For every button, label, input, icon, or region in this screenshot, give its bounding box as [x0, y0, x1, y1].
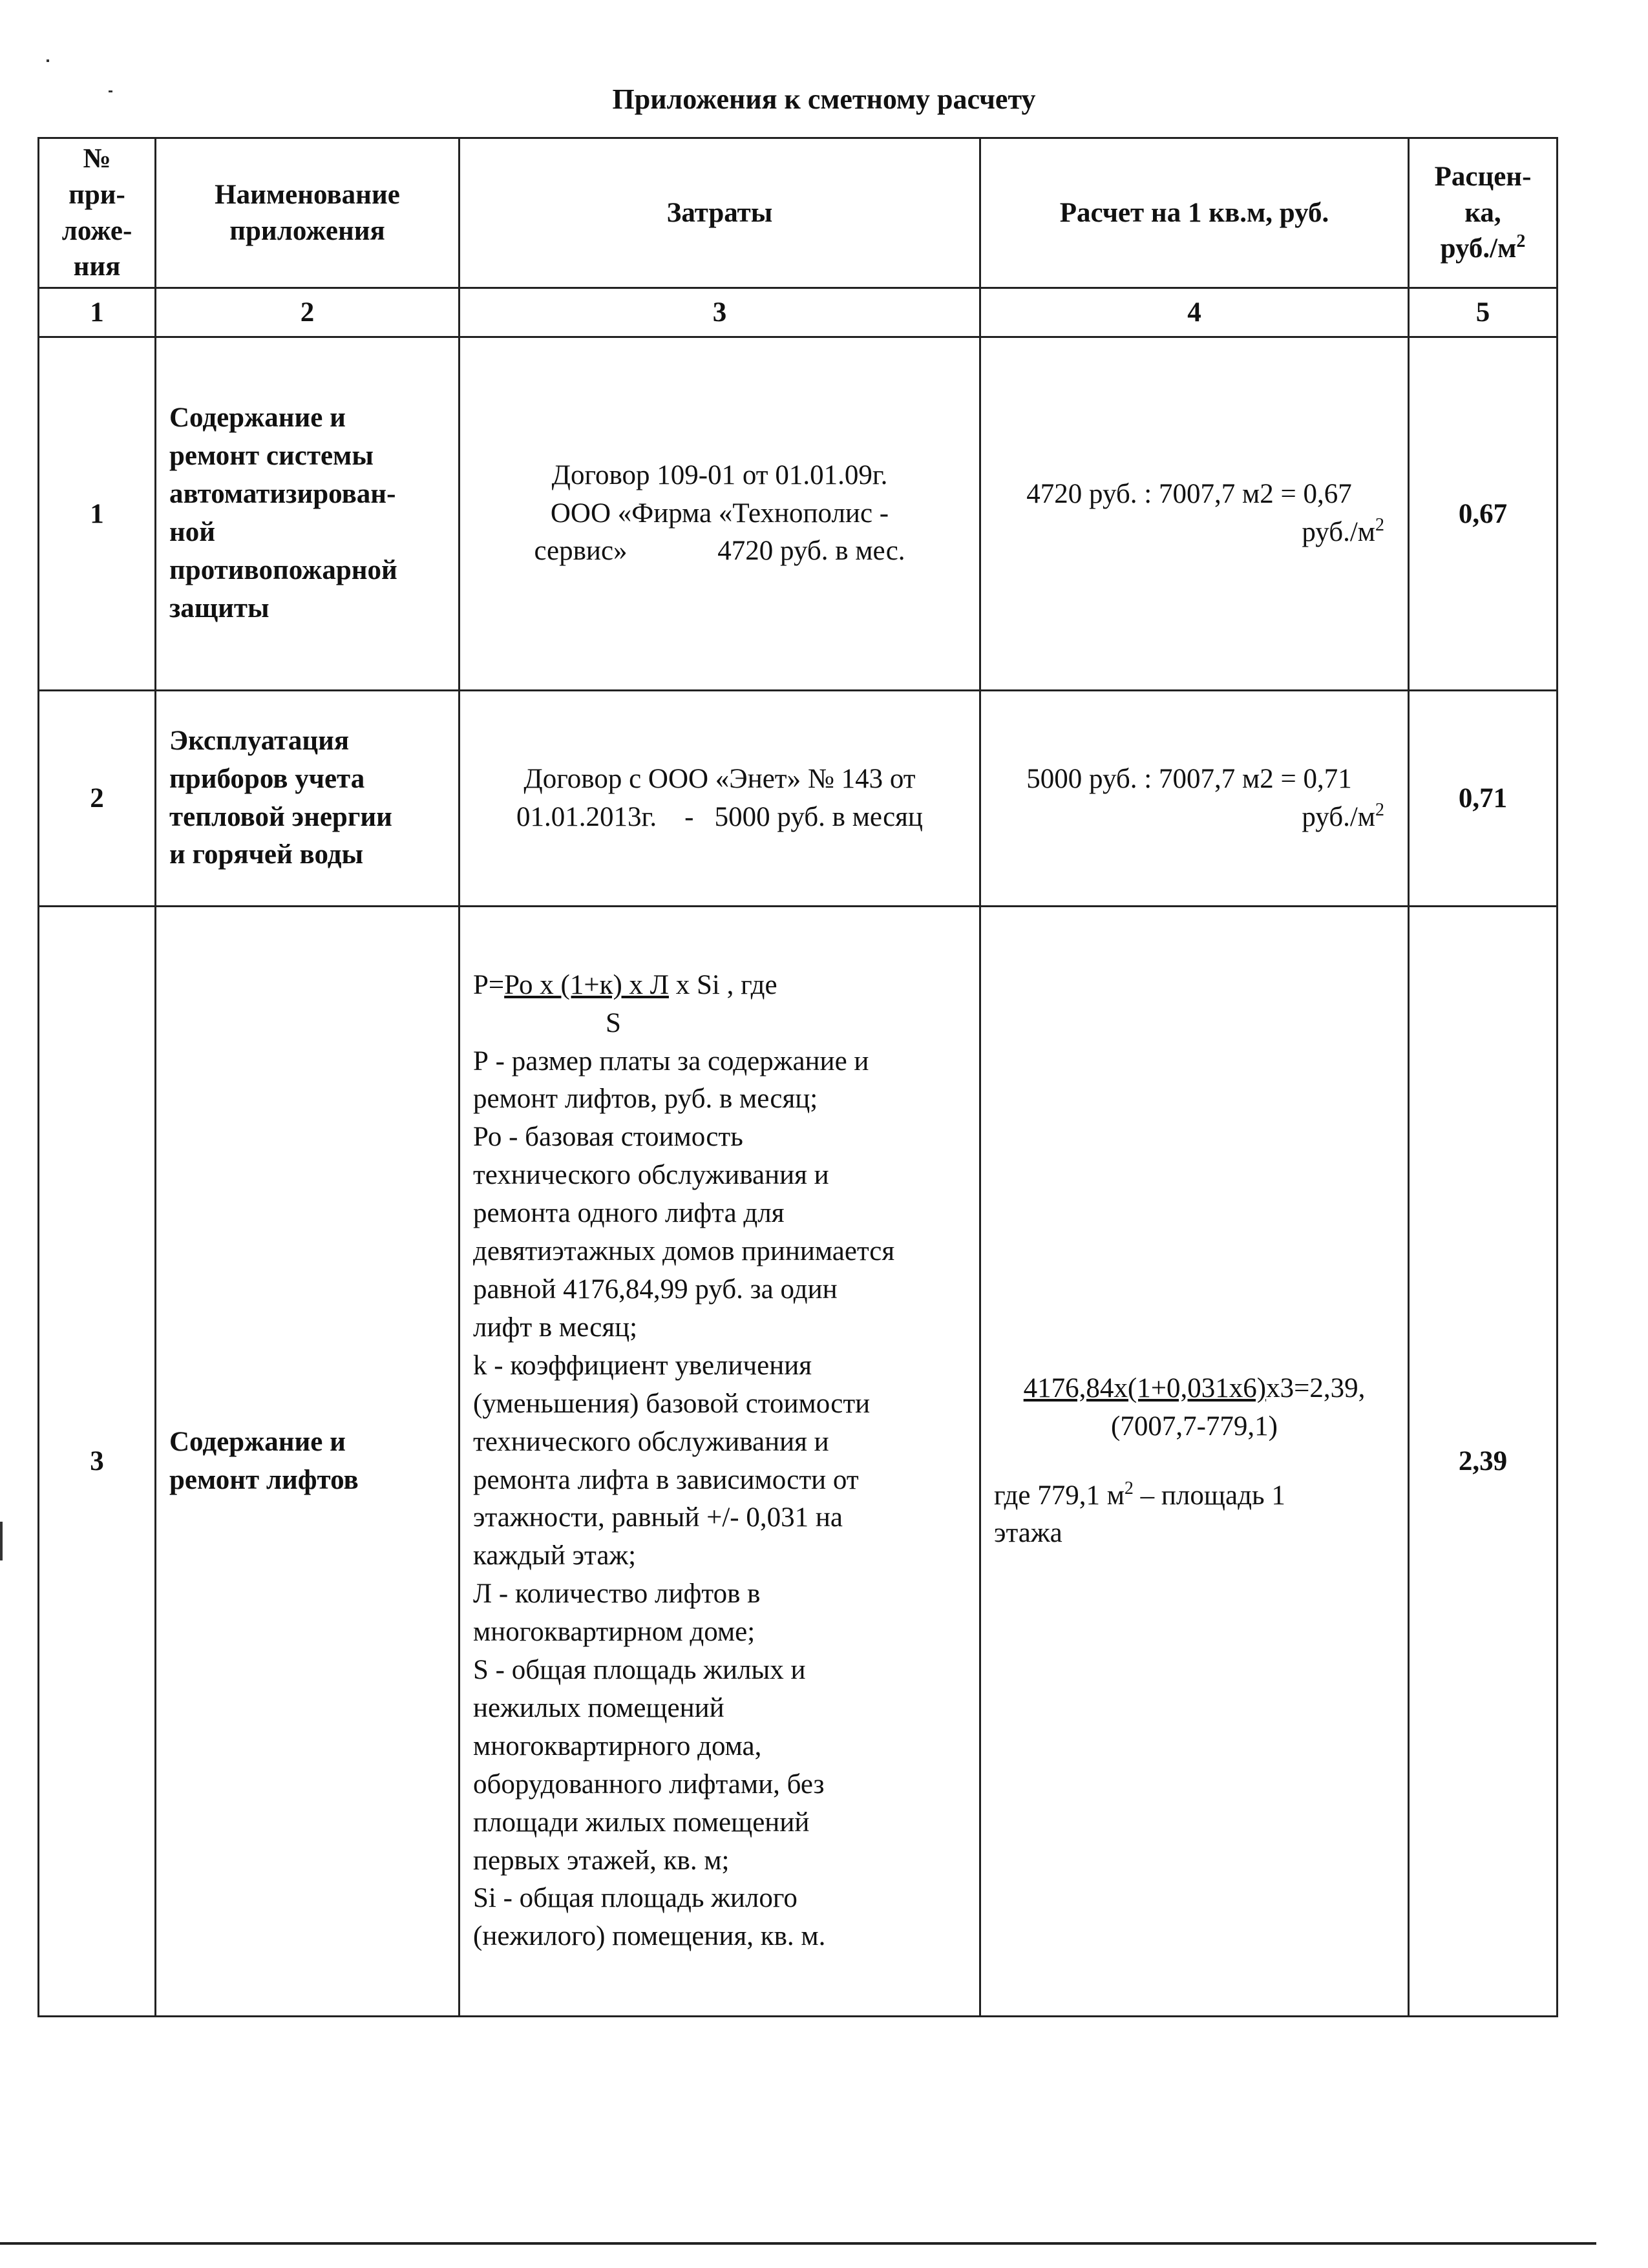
formula-definition: ремонт лифтов, руб. в месяц;: [473, 1084, 818, 1115]
appendix-name: Содержание и ремонт системы автоматизирован- ной противопожарной защиты: [156, 337, 460, 691]
formula-definition: многоквартирном доме;: [473, 1617, 755, 1648]
formula-definition: технического обслуживания и: [473, 1160, 829, 1191]
row-number: 2: [39, 691, 156, 907]
formula-definition: многоквартирного дома,: [473, 1730, 762, 1761]
column-number: 3: [460, 288, 980, 337]
formula-definition: (нежилого) помещения, кв. м.: [473, 1921, 826, 1952]
scan-speck: [0, 1522, 3, 1560]
formula-definition: Si - общая площадь жилого: [473, 1883, 798, 1914]
row-number: 1: [39, 337, 156, 691]
formula-expression: P=Ро х (1+к) х Л х Si , где: [473, 969, 777, 1000]
formula-definition: k - коэффициент увеличения: [473, 1350, 812, 1381]
scan-speck: [47, 59, 49, 62]
scan-speck: [109, 90, 112, 92]
cost-description: Договор с ООО «Энет» № 143 от 01.01.2013г. - 5000 руб. в месяц: [460, 691, 980, 907]
formula-definition: ремонта лифта в зависимости от: [473, 1464, 859, 1495]
appendix-name: Содержание и ремонт лифтов: [156, 907, 460, 2017]
header-costs: Затраты: [460, 138, 980, 288]
formula-definition: S - общая площадь жилых и: [473, 1655, 806, 1686]
formula-definition: Л - количество лифтов в: [473, 1579, 761, 1610]
scan-bottom-edge: [0, 2242, 1596, 2245]
floor-area-note: где 779,1 $м^2$ – площадь 1: [994, 1478, 1285, 1511]
table-row: [39, 907, 1558, 2017]
cost-description: Договор 109-01 от 01.01.09г. ООО «Фирма «Технополис - сервис» 4720 руб. в мес.: [460, 337, 980, 691]
formula-definition: девятиэтажных домов принимается: [473, 1236, 895, 1267]
appendix-name: Эксплуатация приборов учета тепловой энергии и горячей воды: [156, 691, 460, 907]
rate-value: 0,67: [1409, 337, 1558, 691]
formula-definition: нежилых помещений: [473, 1692, 724, 1723]
column-number-row: [39, 288, 1558, 337]
formula-definition: равной 4176,84,99 руб. за один: [473, 1274, 838, 1305]
row-number: 3: [39, 907, 156, 2017]
formula-definition: лифт в месяц;: [473, 1312, 638, 1343]
formula-definition: Ро - базовая стоимость: [473, 1122, 743, 1153]
formula-definition: первых этажей, кв. м;: [473, 1845, 730, 1876]
header-calculation: Расчет на 1 кв.м, руб.: [980, 138, 1409, 288]
formula-definition: этажности, равный +/- 0,031 на: [473, 1502, 843, 1533]
column-number: 1: [39, 288, 156, 337]
formula-denominator: S: [606, 1007, 621, 1038]
per-sqm-calculation: 5000 руб. : 7007,7 м2 = 0,71 $руб./м^2$: [980, 691, 1409, 907]
header-rate: Расцен- ка, $руб./м^2$: [1409, 138, 1558, 288]
table-row: [39, 691, 1558, 907]
per-sqm-calculation: 4720 руб. : 7007,7 м2 = 0,67 $руб./м^2$: [980, 337, 1409, 691]
column-number: 4: [980, 288, 1409, 337]
per-sqm-calculation: 4176,84х(1+0,031х6)х3=2,39, (7007,7-779,1) где 779,1 $м^2$ – площадь 1 этажа: [980, 907, 1409, 2017]
estimate-appendix-table: [37, 137, 1558, 2017]
formula-definition: ремонта одного лифта для: [473, 1198, 785, 1229]
column-number: 2: [156, 288, 460, 337]
formula-definition: технического обслуживания и: [473, 1426, 829, 1457]
table-header-row: [39, 138, 1558, 288]
header-appendix-name: Наименование приложения: [156, 138, 460, 288]
header-appendix-number: № при- ложе- ния: [39, 138, 156, 288]
formula-definition: Р - размер платы за содержание и: [473, 1045, 869, 1076]
formula-definition: оборудованного лифтами, без: [473, 1769, 825, 1800]
rate-value: 0,71: [1409, 691, 1558, 907]
column-number: 5: [1409, 288, 1558, 337]
formula-definition: (уменьшения) базовой стоимости: [473, 1388, 871, 1419]
formula-definition: каждый этаж;: [473, 1540, 637, 1571]
rate-value: 2,39: [1409, 907, 1558, 2017]
elevator-payment-formula: [460, 907, 980, 2017]
page-title: Приложения к сметному расчету: [612, 83, 1036, 115]
formula-definition: площади жилых помещений: [473, 1807, 810, 1838]
table-row: [39, 337, 1558, 691]
